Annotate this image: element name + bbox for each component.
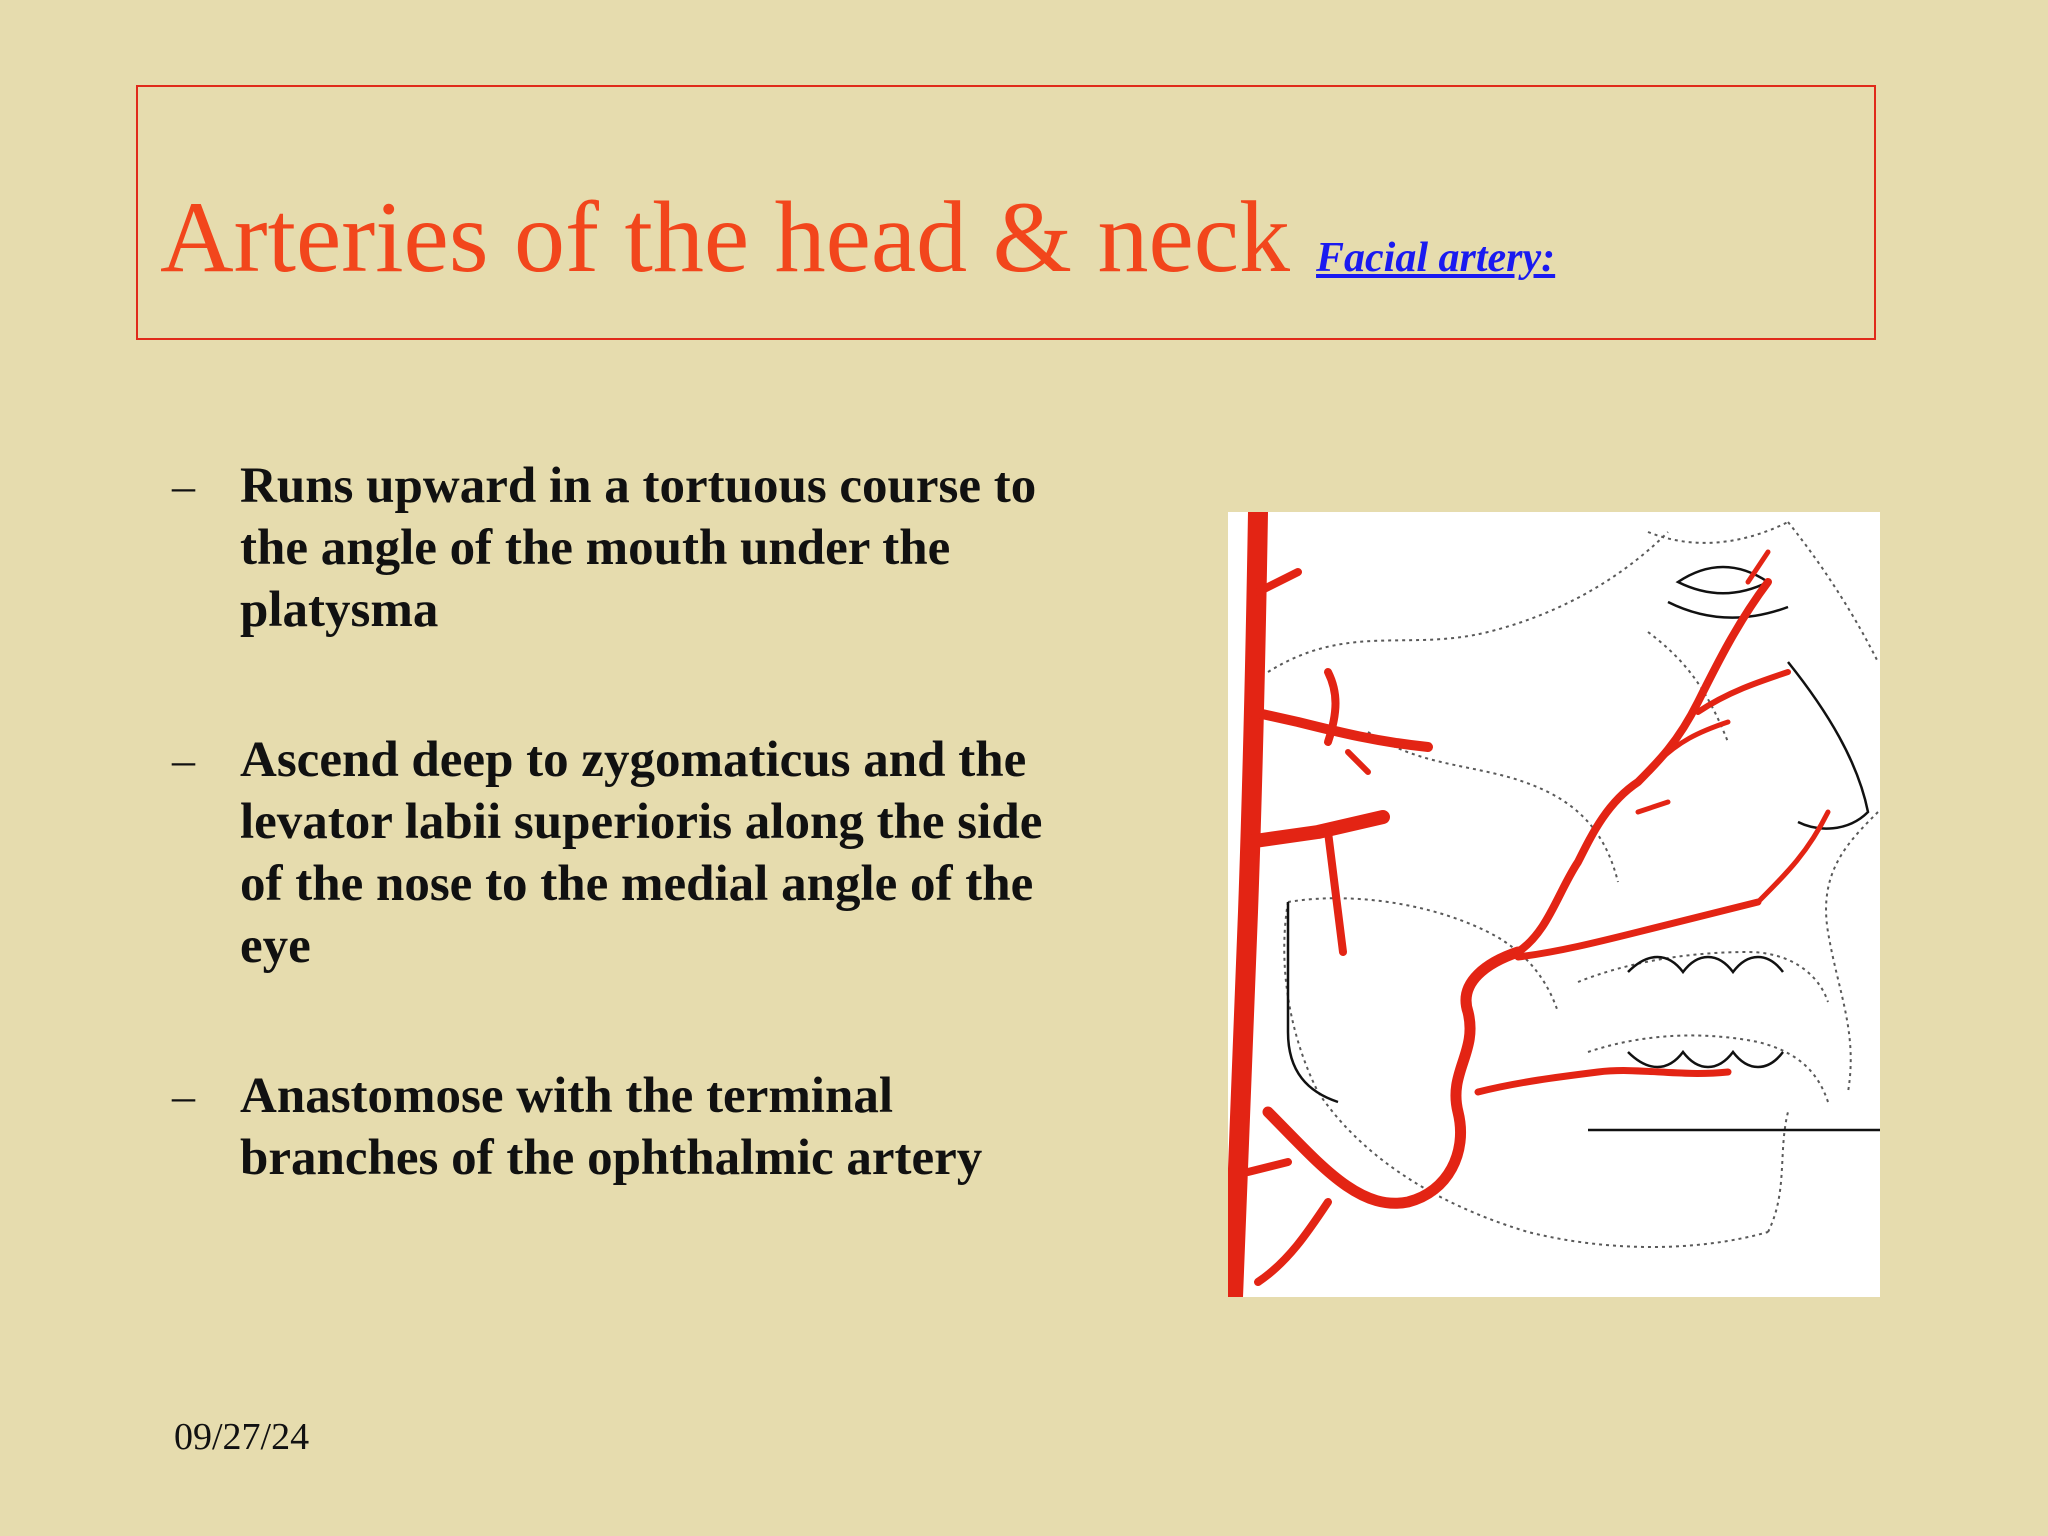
title-box [136, 85, 1876, 340]
facial-artery-illustration-icon [1228, 512, 1880, 1297]
bullet-text: Ascend deep to zygomaticus and the levator labii superioris along the side of the nose to the medial angle of the eye [240, 732, 1043, 974]
bullet-text: Anastomose with the terminal branches of the ophthalmic artery [240, 1068, 983, 1186]
bullet-dash: – [172, 460, 195, 511]
bullet-item [172, 455, 1072, 641]
bullet-dash: – [172, 1070, 195, 1121]
bullet-item [172, 1065, 1072, 1189]
slide-date: 09/27/24 [174, 1416, 310, 1458]
bullet-list [172, 455, 1072, 1277]
facial-artery-link[interactable]: Facial artery: [1316, 235, 1556, 281]
bullet-dash: – [172, 734, 195, 785]
slide-title: Arteries of the head & neck [160, 181, 1291, 294]
facial-artery-figure [1228, 512, 1880, 1297]
bullet-text: Runs upward in a tortuous course to the angle of the mouth under the platysma [240, 458, 1037, 638]
bullet-item [172, 729, 1072, 977]
title-line [160, 179, 1555, 296]
